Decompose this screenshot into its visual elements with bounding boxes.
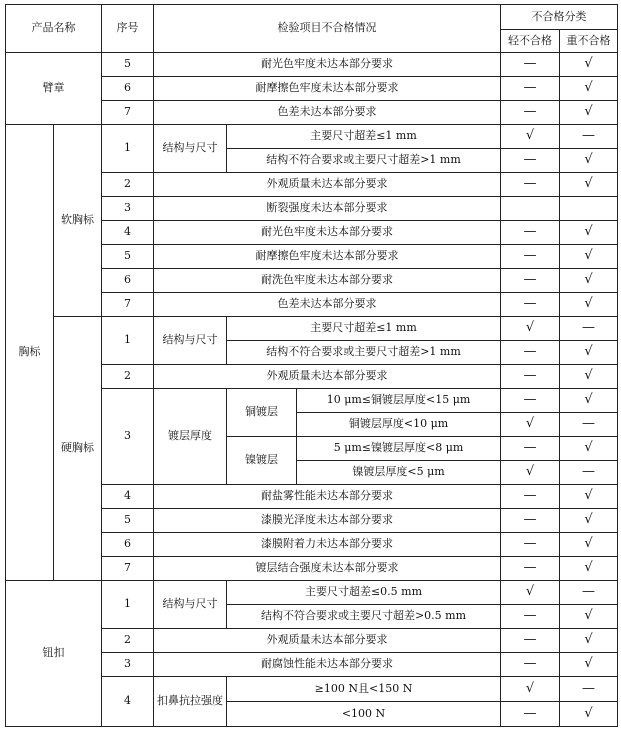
seq-cell: 1 <box>102 317 154 365</box>
item-cell: 断裂强度未达本部分要求 <box>154 197 501 221</box>
seq-cell: 6 <box>102 77 154 101</box>
seq-cell: 3 <box>102 389 154 485</box>
major-mark: √ <box>560 173 618 197</box>
item-cell: 结构不符合要求或主要尺寸超差>1 mm <box>227 341 501 365</box>
minor-mark: — <box>501 53 560 77</box>
item-cell: ≥100 N且<150 N <box>227 677 501 702</box>
major-mark: √ <box>560 389 618 413</box>
major-mark: √ <box>560 629 618 653</box>
major-mark: √ <box>560 533 618 557</box>
minor-mark: √ <box>501 677 560 702</box>
seq-cell: 5 <box>102 509 154 533</box>
minor-mark: — <box>501 365 560 389</box>
item-cell: 耐摩擦色牢度未达本部分要求 <box>154 245 501 269</box>
major-mark: √ <box>560 341 618 365</box>
table-row <box>6 53 618 77</box>
minor-mark: — <box>501 485 560 509</box>
minor-mark: — <box>501 149 560 173</box>
item-cell: 镍镀层厚度<5 μm <box>297 461 501 485</box>
major-mark: — <box>560 413 618 437</box>
seq-cell: 7 <box>102 101 154 125</box>
subproduct-soft: 软胸标 <box>54 125 102 317</box>
major-mark: √ <box>560 485 618 509</box>
minor-mark: — <box>501 605 560 629</box>
minor-mark: — <box>501 702 560 727</box>
product-armband: 臂章 <box>6 53 102 125</box>
header-product-name: 产品名称 <box>6 5 102 53</box>
major-mark: √ <box>560 653 618 677</box>
minor-mark: — <box>501 221 560 245</box>
item-subgroup-label: 铜镀层 <box>227 389 297 437</box>
minor-mark: √ <box>501 413 560 437</box>
seq-cell: 6 <box>102 533 154 557</box>
minor-mark: — <box>501 293 560 317</box>
table-row <box>6 125 618 149</box>
seq-cell: 2 <box>102 629 154 653</box>
item-cell: 主要尺寸超差≤1 mm <box>227 125 501 149</box>
major-mark: √ <box>560 53 618 77</box>
seq-cell: 4 <box>102 485 154 509</box>
seq-cell: 6 <box>102 269 154 293</box>
header-major: 重不合格 <box>560 30 618 53</box>
minor-mark: — <box>501 629 560 653</box>
major-mark: √ <box>560 221 618 245</box>
seq-cell: 7 <box>102 293 154 317</box>
major-mark: √ <box>560 77 618 101</box>
seq-cell: 3 <box>102 653 154 677</box>
item-cell: 结构不符合要求或主要尺寸超差>1 mm <box>227 149 501 173</box>
minor-mark: — <box>501 509 560 533</box>
header-inspection-item: 检验项目不合格情况 <box>154 5 501 53</box>
seq-cell: 4 <box>102 221 154 245</box>
item-cell: 耐腐蚀性能未达本部分要求 <box>154 653 501 677</box>
item-cell: 耐光色牢度未达本部分要求 <box>154 53 501 77</box>
seq-cell: 2 <box>102 365 154 389</box>
item-group-label: 镀层厚度 <box>154 389 227 485</box>
seq-cell: 3 <box>102 197 154 221</box>
minor-mark: √ <box>501 317 560 341</box>
item-group-label: 结构与尺寸 <box>154 317 227 365</box>
header-category: 不合格分类 <box>501 5 618 30</box>
seq-cell: 4 <box>102 677 154 727</box>
major-mark: √ <box>560 509 618 533</box>
major-mark: — <box>560 461 618 485</box>
major-mark: √ <box>560 702 618 727</box>
minor-mark: — <box>501 77 560 101</box>
minor-mark: — <box>501 101 560 125</box>
minor-mark: √ <box>501 581 560 605</box>
major-mark: — <box>560 317 618 341</box>
minor-mark: √ <box>501 125 560 149</box>
item-subgroup-label: 镍镀层 <box>227 437 297 485</box>
item-cell: 外观质量未达本部分要求 <box>154 629 501 653</box>
minor-mark: √ <box>501 461 560 485</box>
item-group-label: 结构与尺寸 <box>154 581 227 629</box>
item-cell: 耐光色牢度未达本部分要求 <box>154 221 501 245</box>
item-cell: 耐摩擦色牢度未达本部分要求 <box>154 77 501 101</box>
header-seq: 序号 <box>102 5 154 53</box>
seq-cell: 5 <box>102 245 154 269</box>
product-chest: 胸标 <box>6 125 54 581</box>
item-cell: 色差未达本部分要求 <box>154 101 501 125</box>
major-mark: — <box>560 677 618 702</box>
major-mark: √ <box>560 293 618 317</box>
item-cell: 漆膜光泽度未达本部分要求 <box>154 509 501 533</box>
minor-mark: — <box>501 653 560 677</box>
major-mark: √ <box>560 269 618 293</box>
item-cell: 漆膜附着力未达本部分要求 <box>154 533 501 557</box>
seq-cell: 5 <box>102 53 154 77</box>
item-cell: 主要尺寸超差≤1 mm <box>227 317 501 341</box>
item-cell: 耐盐雾性能未达本部分要求 <box>154 485 501 509</box>
header-minor: 轻不合格 <box>501 30 560 53</box>
major-mark: √ <box>560 557 618 581</box>
minor-mark <box>501 197 560 221</box>
major-mark: √ <box>560 149 618 173</box>
item-cell: 外观质量未达本部分要求 <box>154 173 501 197</box>
seq-cell: 1 <box>102 581 154 629</box>
item-cell: 耐洗色牢度未达本部分要求 <box>154 269 501 293</box>
minor-mark: — <box>501 173 560 197</box>
item-cell: 10 μm≤铜镀层厚度<15 μm <box>297 389 501 413</box>
major-mark: √ <box>560 605 618 629</box>
major-mark: √ <box>560 245 618 269</box>
major-mark: — <box>560 125 618 149</box>
item-group-label: 结构与尺寸 <box>154 125 227 173</box>
minor-mark: — <box>501 269 560 293</box>
item-cell: <100 N <box>227 702 501 727</box>
seq-cell: 2 <box>102 173 154 197</box>
minor-mark: — <box>501 341 560 365</box>
subproduct-hard: 硬胸标 <box>54 317 102 581</box>
major-mark: √ <box>560 101 618 125</box>
table-row <box>6 317 618 341</box>
minor-mark: — <box>501 245 560 269</box>
item-cell: 铜镀层厚度<10 μm <box>297 413 501 437</box>
item-cell: 主要尺寸超差≤0.5 mm <box>227 581 501 605</box>
item-group-label: 扣鼻抗拉强度 <box>154 677 227 727</box>
major-mark: — <box>560 581 618 605</box>
minor-mark: — <box>501 389 560 413</box>
product-button: 钮扣 <box>6 581 102 727</box>
seq-cell: 7 <box>102 557 154 581</box>
item-cell: 5 μm≤镍镀层厚度<8 μm <box>297 437 501 461</box>
item-cell: 外观质量未达本部分要求 <box>154 365 501 389</box>
item-cell: 镀层结合强度未达本部分要求 <box>154 557 501 581</box>
major-mark: √ <box>560 365 618 389</box>
header-row <box>6 5 618 30</box>
seq-cell: 1 <box>102 125 154 173</box>
nonconformity-classification-table <box>5 4 618 727</box>
minor-mark: — <box>501 557 560 581</box>
major-mark: √ <box>560 437 618 461</box>
minor-mark: — <box>501 533 560 557</box>
item-cell: 结构不符合要求或主要尺寸超差>0.5 mm <box>227 605 501 629</box>
item-cell: 色差未达本部分要求 <box>154 293 501 317</box>
minor-mark: — <box>501 437 560 461</box>
table-row <box>6 581 618 605</box>
major-mark <box>560 197 618 221</box>
